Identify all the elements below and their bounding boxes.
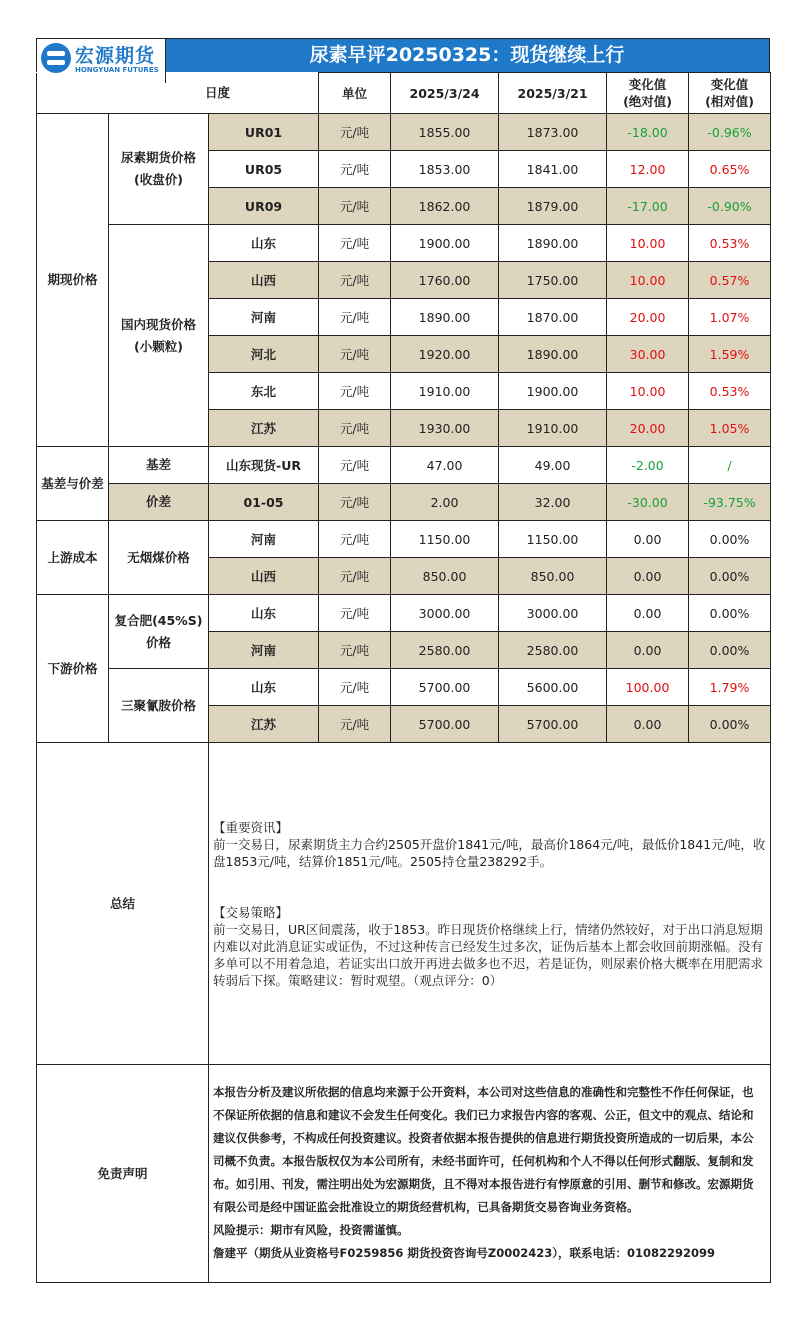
news-body: 前一交易日，尿素期货主力合约2505开盘价1841元/吨，最高价1864元/吨，最低价1841元/吨，收盘1853元/吨，结算价1851元/吨。2505持仓量238292手。: [213, 836, 766, 869]
row-value-date1: 1910.00: [391, 373, 499, 410]
row-unit: 元/吨: [319, 595, 391, 632]
row-unit: 元/吨: [319, 114, 391, 151]
disclaimer-label: 免责声明: [37, 1065, 209, 1283]
row-item: 山西: [209, 262, 319, 299]
report-banner: [36, 38, 770, 72]
disclaimer-row: [37, 1065, 771, 1283]
row-value-date1: 1855.00: [391, 114, 499, 151]
row-rel-change: 0.65%: [689, 151, 771, 188]
row-value-date2: 850.00: [499, 558, 607, 595]
table-row: [37, 225, 771, 262]
subcategory-futures: 尿素期货价格 (收盘价): [109, 114, 209, 225]
row-value-date2: 1873.00: [499, 114, 607, 151]
category-basis-spread: 基差与价差: [37, 447, 109, 521]
row-value-date2: 5700.00: [499, 706, 607, 743]
row-value-date1: 1150.00: [391, 521, 499, 558]
table-row: [37, 447, 771, 484]
row-value-date1: 1760.00: [391, 262, 499, 299]
summary-label: 总结: [37, 743, 209, 1065]
strategy-title: 【交易策略】: [213, 904, 289, 920]
strategy-body: 前一交易日，UR区间震荡，收于1853。昨日现货价格继续上行，情绪仍然较好，对于出口消息短期内难以对此消息证实或证伪，不过这种传言已经发生过多次，证伪后基本上都会收回前期涨幅。没有多单可以不用着急追，若证实出口放开再进去做多也不迟，若是证伪，则尿素价格大概率在用肥需求转弱后下探。策略建议：暂时观望。（观点评分：0）: [213, 921, 764, 988]
row-item: 江苏: [209, 706, 319, 743]
data-table: [36, 72, 771, 1283]
row-unit: 元/吨: [319, 558, 391, 595]
disclaimer-body: 本报告分析及建议所依据的信息均来源于公开资料，本公司对这些信息的准确性和完整性不作任何保证，也不保证所依据的信息和建议不会发生任何变化。我们已力求报告内容的客观、公正，但文中的观点、结论和建议仅供参考，不构成任何投资建议。投资者依据本报告提供的信息进行期货投资所造成的一切后果，本公司概不负责。本报告版权仅为本公司所有，未经书面许可，任何机构和个人不得以任何形式翻版、复制和发布。如引用、刊发，需注明出处为宏源期货，且不得对本报告进行有悖原意的引用、删节和修改。宏源期货有限公司是经中国证监会批准设立的期货经营机构，已具备期货交易咨询业务资格。: [213, 1084, 754, 1214]
row-abs-change: 0.00: [607, 521, 689, 558]
row-abs-change: -30.00: [607, 484, 689, 521]
row-item: 东北: [209, 373, 319, 410]
row-value-date2: 5600.00: [499, 669, 607, 706]
row-item: 山东: [209, 225, 319, 262]
header-date2: 2025/3/21: [499, 73, 607, 114]
header-rel-change: 变化值 (相对值): [689, 73, 771, 114]
row-unit: 元/吨: [319, 262, 391, 299]
table-row: [37, 114, 771, 151]
report-title: 尿素早评20250325：现货继续上行: [309, 44, 625, 66]
row-rel-change: 1.05%: [689, 410, 771, 447]
row-rel-change: 0.53%: [689, 225, 771, 262]
row-rel-change: 0.00%: [689, 706, 771, 743]
row-value-date1: 1890.00: [391, 299, 499, 336]
row-abs-change: 10.00: [607, 373, 689, 410]
subcategory-spread: 价差: [109, 484, 209, 521]
row-unit: 元/吨: [319, 632, 391, 669]
row-value-date1: 5700.00: [391, 669, 499, 706]
header-date1: 2025/3/24: [391, 73, 499, 114]
row-unit: 元/吨: [319, 188, 391, 225]
row-rel-change: 0.00%: [689, 595, 771, 632]
row-item: 山东现货-UR: [209, 447, 319, 484]
row-rel-change: -0.90%: [689, 188, 771, 225]
row-value-date2: 1870.00: [499, 299, 607, 336]
row-item: 山东: [209, 669, 319, 706]
row-item: 河南: [209, 521, 319, 558]
row-abs-change: 10.00: [607, 225, 689, 262]
row-value-date1: 47.00: [391, 447, 499, 484]
row-rel-change: 0.00%: [689, 632, 771, 669]
row-value-date1: 1930.00: [391, 410, 499, 447]
row-value-date1: 5700.00: [391, 706, 499, 743]
header-unit: 单位: [319, 73, 391, 114]
row-value-date2: 1750.00: [499, 262, 607, 299]
row-value-date2: 1841.00: [499, 151, 607, 188]
row-item: 河南: [209, 299, 319, 336]
subcategory-compound: 复合肥(45%S) 价格: [109, 595, 209, 669]
row-item: UR01: [209, 114, 319, 151]
row-value-date1: 1920.00: [391, 336, 499, 373]
row-rel-change: 1.07%: [689, 299, 771, 336]
row-value-date2: 49.00: [499, 447, 607, 484]
row-value-date2: 1150.00: [499, 521, 607, 558]
row-unit: 元/吨: [319, 225, 391, 262]
row-item: 河北: [209, 336, 319, 373]
row-value-date2: 1900.00: [499, 373, 607, 410]
row-value-date2: 1879.00: [499, 188, 607, 225]
row-abs-change: 0.00: [607, 595, 689, 632]
row-value-date1: 2580.00: [391, 632, 499, 669]
row-unit: 元/吨: [319, 410, 391, 447]
row-unit: 元/吨: [319, 336, 391, 373]
row-rel-change: /: [689, 447, 771, 484]
row-rel-change: -0.96%: [689, 114, 771, 151]
table-row: [37, 484, 771, 521]
table-row: [37, 595, 771, 632]
row-abs-change: 100.00: [607, 669, 689, 706]
row-unit: 元/吨: [319, 299, 391, 336]
row-rel-change: 0.57%: [689, 262, 771, 299]
row-value-date2: 1910.00: [499, 410, 607, 447]
subcategory-basis: 基差: [109, 447, 209, 484]
row-value-date1: 1853.00: [391, 151, 499, 188]
news-title: 【重要资讯】: [213, 819, 289, 835]
row-abs-change: 20.00: [607, 299, 689, 336]
row-unit: 元/吨: [319, 484, 391, 521]
row-abs-change: 0.00: [607, 706, 689, 743]
row-unit: 元/吨: [319, 669, 391, 706]
summary-text: [209, 743, 771, 1065]
subcategory-spot: 国内现货价格 (小颗粒): [109, 225, 209, 447]
row-item: 山东: [209, 595, 319, 632]
subcategory-melamine: 三聚氰胺价格: [109, 669, 209, 743]
row-rel-change: 1.79%: [689, 669, 771, 706]
logo-name-en: HONGYUAN FUTURES: [75, 66, 159, 74]
row-item: 01-05: [209, 484, 319, 521]
subcategory-coal: 无烟煤价格: [109, 521, 209, 595]
row-value-date2: 3000.00: [499, 595, 607, 632]
category-upstream: 上游成本: [37, 521, 109, 595]
report-sheet: [36, 38, 770, 1283]
row-abs-change: 20.00: [607, 410, 689, 447]
row-item: UR09: [209, 188, 319, 225]
header-abs-change: 变化值 (绝对值): [607, 73, 689, 114]
table-row: [37, 521, 771, 558]
summary-row: [37, 743, 771, 1065]
row-value-date2: 2580.00: [499, 632, 607, 669]
row-item: UR05: [209, 151, 319, 188]
row-item: 山西: [209, 558, 319, 595]
row-value-date1: 1900.00: [391, 225, 499, 262]
author-contact: 詹建平（期货从业资格号F0259856 期货投资咨询号Z0002423），联系电话：01082292099: [213, 1245, 715, 1260]
row-abs-change: 0.00: [607, 632, 689, 669]
row-abs-change: -2.00: [607, 447, 689, 484]
row-abs-change: 30.00: [607, 336, 689, 373]
row-rel-change: 0.00%: [689, 558, 771, 595]
company-logo: [37, 39, 166, 83]
row-unit: 元/吨: [319, 447, 391, 484]
header-dimension: 日度: [37, 73, 319, 114]
risk-note: 风险提示：期市有风险，投资需谨慎。: [213, 1222, 409, 1237]
row-rel-change: -93.75%: [689, 484, 771, 521]
row-abs-change: 10.00: [607, 262, 689, 299]
row-value-date2: 1890.00: [499, 336, 607, 373]
row-value-date2: 32.00: [499, 484, 607, 521]
row-rel-change: 1.59%: [689, 336, 771, 373]
row-value-date1: 3000.00: [391, 595, 499, 632]
row-unit: 元/吨: [319, 373, 391, 410]
table-row: [37, 669, 771, 706]
row-unit: 元/吨: [319, 151, 391, 188]
row-item: 河南: [209, 632, 319, 669]
logo-icon: [41, 43, 71, 73]
row-unit: 元/吨: [319, 706, 391, 743]
row-abs-change: -18.00: [607, 114, 689, 151]
category-spot-futures: 期现价格: [37, 114, 109, 447]
row-abs-change: -17.00: [607, 188, 689, 225]
row-abs-change: 0.00: [607, 558, 689, 595]
row-rel-change: 0.53%: [689, 373, 771, 410]
row-value-date2: 1890.00: [499, 225, 607, 262]
logo-name-cn: 宏源期货: [75, 45, 156, 67]
row-value-date1: 850.00: [391, 558, 499, 595]
category-downstream: 下游价格: [37, 595, 109, 743]
row-item: 江苏: [209, 410, 319, 447]
row-rel-change: 0.00%: [689, 521, 771, 558]
row-value-date1: 2.00: [391, 484, 499, 521]
row-value-date1: 1862.00: [391, 188, 499, 225]
disclaimer-text: [209, 1065, 771, 1283]
row-unit: 元/吨: [319, 521, 391, 558]
row-abs-change: 12.00: [607, 151, 689, 188]
